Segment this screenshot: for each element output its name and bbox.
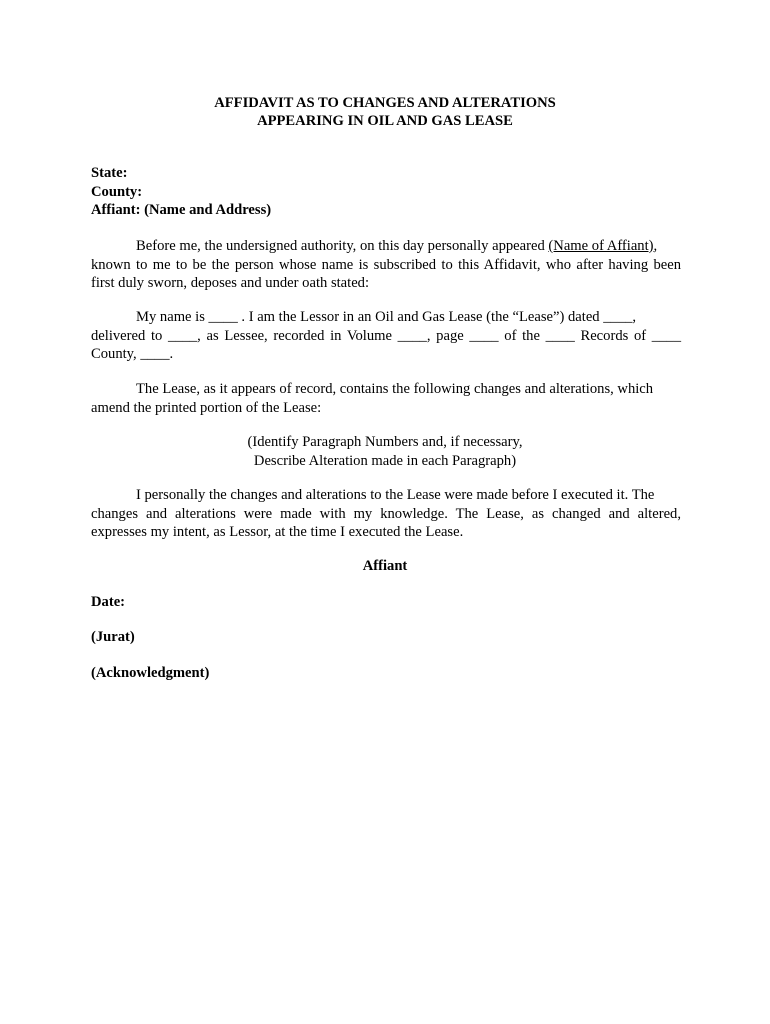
header-fields	[91, 164, 271, 220]
jurat-label: (Jurat)	[91, 629, 135, 645]
paragraph-lessor-line-1: My name is ____ . I am the Lessor in an Oil and Gas Lease (the “Lease”) dated ____,	[136, 309, 637, 325]
paragraph-appearance-line-2: known to me to be the person whose name is subscribed to this Affidavit, who after having been	[91, 256, 681, 273]
paragraph-appearance-line-1	[91, 237, 681, 256]
paragraph-intent-line-3: expresses my intent, as Lessor, at the time I executed the Lease.	[91, 524, 464, 541]
paragraph-appearance-line-3: first duly sworn, deposes and under oath stated:	[91, 275, 370, 292]
paragraph-appearance	[91, 237, 681, 293]
date-label: Date:	[91, 594, 126, 610]
identify-line-2: Describe Alteration made in each Paragraph)	[253, 452, 517, 469]
paragraph-intent-line-1: I personally the changes and alterations to the Lease were made before I executed it. The	[136, 487, 655, 503]
paragraph-changes	[91, 380, 681, 417]
affiant-signature-label: Affiant	[362, 558, 408, 574]
paragraph-lessor	[91, 308, 681, 364]
paragraph-lessor-line-2: delivered to ____, as Lessee, recorded in Volume ____, page ____ of the ____ Records of ____	[91, 327, 681, 344]
affiant-name-placeholder: (Name of Affiant)	[548, 238, 654, 254]
identify-paragraphs-note	[0, 433, 770, 470]
affiant-field: Affiant: (Name and Address)	[91, 202, 272, 218]
state-field: State:	[91, 165, 128, 181]
county-field: County:	[91, 183, 143, 200]
identify-line-1: (Identify Paragraph Numbers and, if necessary,	[247, 434, 523, 450]
appearance-comma: ,	[653, 238, 658, 254]
title-line-1: AFFIDAVIT AS TO CHANGES AND ALTERATIONS	[214, 95, 556, 111]
paragraph-changes-line-2: amend the printed portion of the Lease:	[91, 399, 322, 416]
paragraph-lessor-line-3: County, ____.	[91, 346, 174, 363]
title-line-2: APPEARING IN OIL AND GAS LEASE	[257, 113, 513, 129]
document-title	[0, 94, 770, 130]
acknowledgment-label: (Acknowledgment)	[91, 665, 210, 681]
paragraph-intent	[91, 486, 681, 542]
appearance-text: Before me, the undersigned authority, on this day personally appeared	[136, 238, 549, 254]
paragraph-changes-line-1: The Lease, as it appears of record, contains the following changes and alterations, which	[136, 381, 654, 397]
paragraph-intent-line-2: changes and alterations were made with my knowledge. The Lease, as changed and altered,	[91, 505, 681, 522]
